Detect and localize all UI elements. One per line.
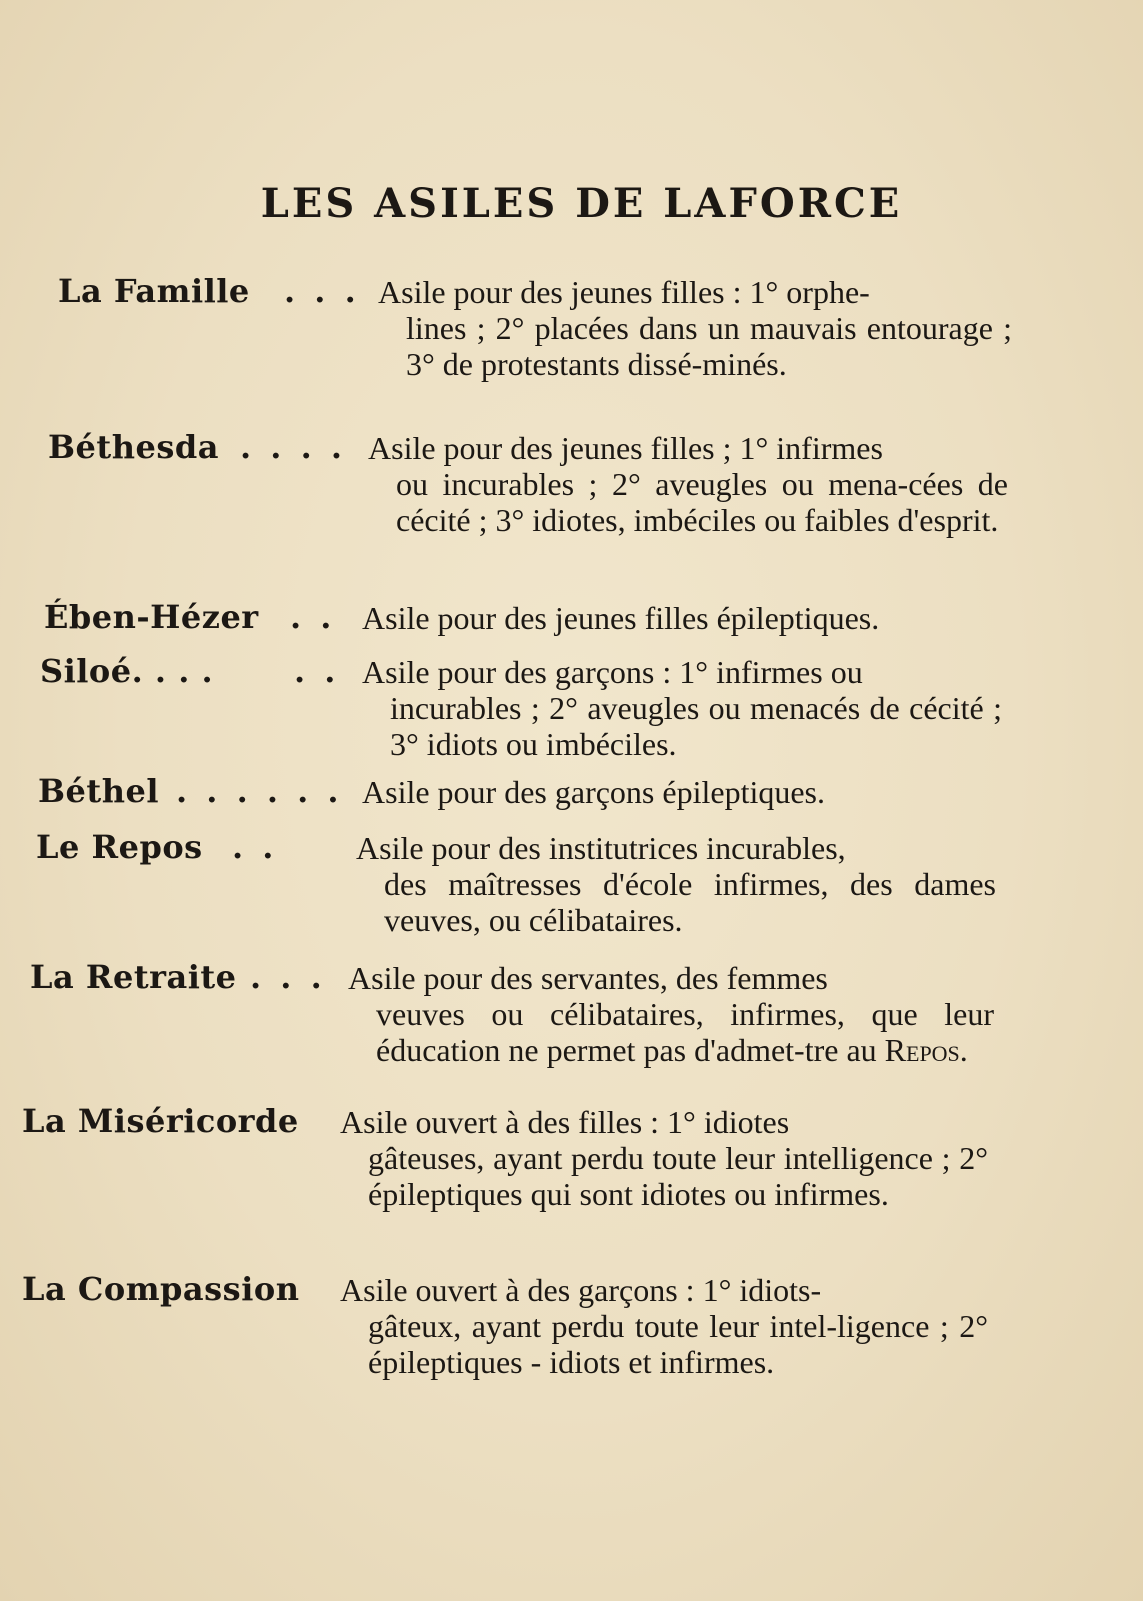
entry-leader: . . xyxy=(294,652,340,690)
entry-leader: . . . xyxy=(284,272,360,310)
entry-leader: . . . xyxy=(250,958,326,996)
description-first-line: Asile ouvert à des garçons : 1° idiots- xyxy=(340,1272,822,1308)
entry-description xyxy=(340,1272,988,1380)
entry-name: La Compassion xyxy=(22,1270,300,1308)
entry-name: La Miséricorde xyxy=(22,1102,299,1140)
description-continuation: incurables ; 2° aveugles ou menacés de cécité ; 3° idiots ou imbéciles. xyxy=(390,690,1002,762)
description-first-line: Asile pour des jeunes filles épileptiques. xyxy=(362,600,880,636)
entry-description xyxy=(348,960,994,1068)
entry-description xyxy=(356,830,996,938)
entry-description xyxy=(362,600,1012,636)
entry-leader: . . . . xyxy=(240,428,346,466)
entry-leader: . . . . . . xyxy=(176,772,343,810)
entry-leader: . . xyxy=(290,598,336,636)
entry-name: Siloé. . . . xyxy=(40,652,214,690)
entry-name: Béthesda xyxy=(48,428,219,466)
repos-reference: Repos xyxy=(884,1032,960,1068)
description-continuation: gâteuses, ayant perdu toute leur intelligence ; 2° épileptiques qui sont idiotes ou infirmes. xyxy=(368,1140,988,1212)
description-first-line: Asile pour des jeunes filles ; 1° infirmes xyxy=(368,430,883,466)
entry-description xyxy=(340,1104,988,1212)
entry-name: La Retraite xyxy=(30,958,237,996)
entry-description xyxy=(368,430,1008,538)
description-first-line: Asile ouvert à des filles : 1° idiotes xyxy=(340,1104,790,1140)
description-first-line: Asile pour des servantes, des femmes xyxy=(348,960,828,996)
description-first-line: Asile pour des jeunes filles : 1° orphe- xyxy=(378,274,870,310)
description-continuation xyxy=(348,996,994,1068)
entry-name: Ében-Hézer xyxy=(44,598,259,636)
entry-leader: . . xyxy=(232,828,278,866)
entry-description xyxy=(362,654,1002,762)
description-first-line: Asile pour des institutrices incurables, xyxy=(356,830,846,866)
description-continuation: ou incurables ; 2° aveugles ou mena-cées de cécité ; 3° idiotes, imbéciles ou faibles d'esprit. xyxy=(396,466,1008,538)
entry-description xyxy=(378,274,1012,382)
description-continuation: gâteux, ayant perdu toute leur intel-ligence ; 2° épileptiques - idiots et infirmes. xyxy=(368,1308,988,1380)
entry-name: Le Repos xyxy=(36,828,203,866)
description-first-line: Asile pour des garçons épileptiques. xyxy=(362,774,825,810)
entry-description xyxy=(362,774,1002,810)
entry-name: Béthel xyxy=(38,772,159,810)
entry-name: La Famille xyxy=(58,272,250,310)
description-continuation: lines ; 2° placées dans un mauvais entourage ; 3° de protestants dissé-minés. xyxy=(406,310,1012,382)
continuation-end: . xyxy=(959,1032,968,1068)
continuation-text: veuves ou célibataires, infirmes, que leur éducation ne permet pas d'admet-tre au xyxy=(376,996,994,1068)
page-title: LES ASILES DE LAFORCE xyxy=(260,180,903,227)
description-continuation: des maîtresses d'école infirmes, des dames veuves, ou célibataires. xyxy=(384,866,996,938)
description-first-line: Asile pour des garçons : 1° infirmes ou xyxy=(362,654,863,690)
